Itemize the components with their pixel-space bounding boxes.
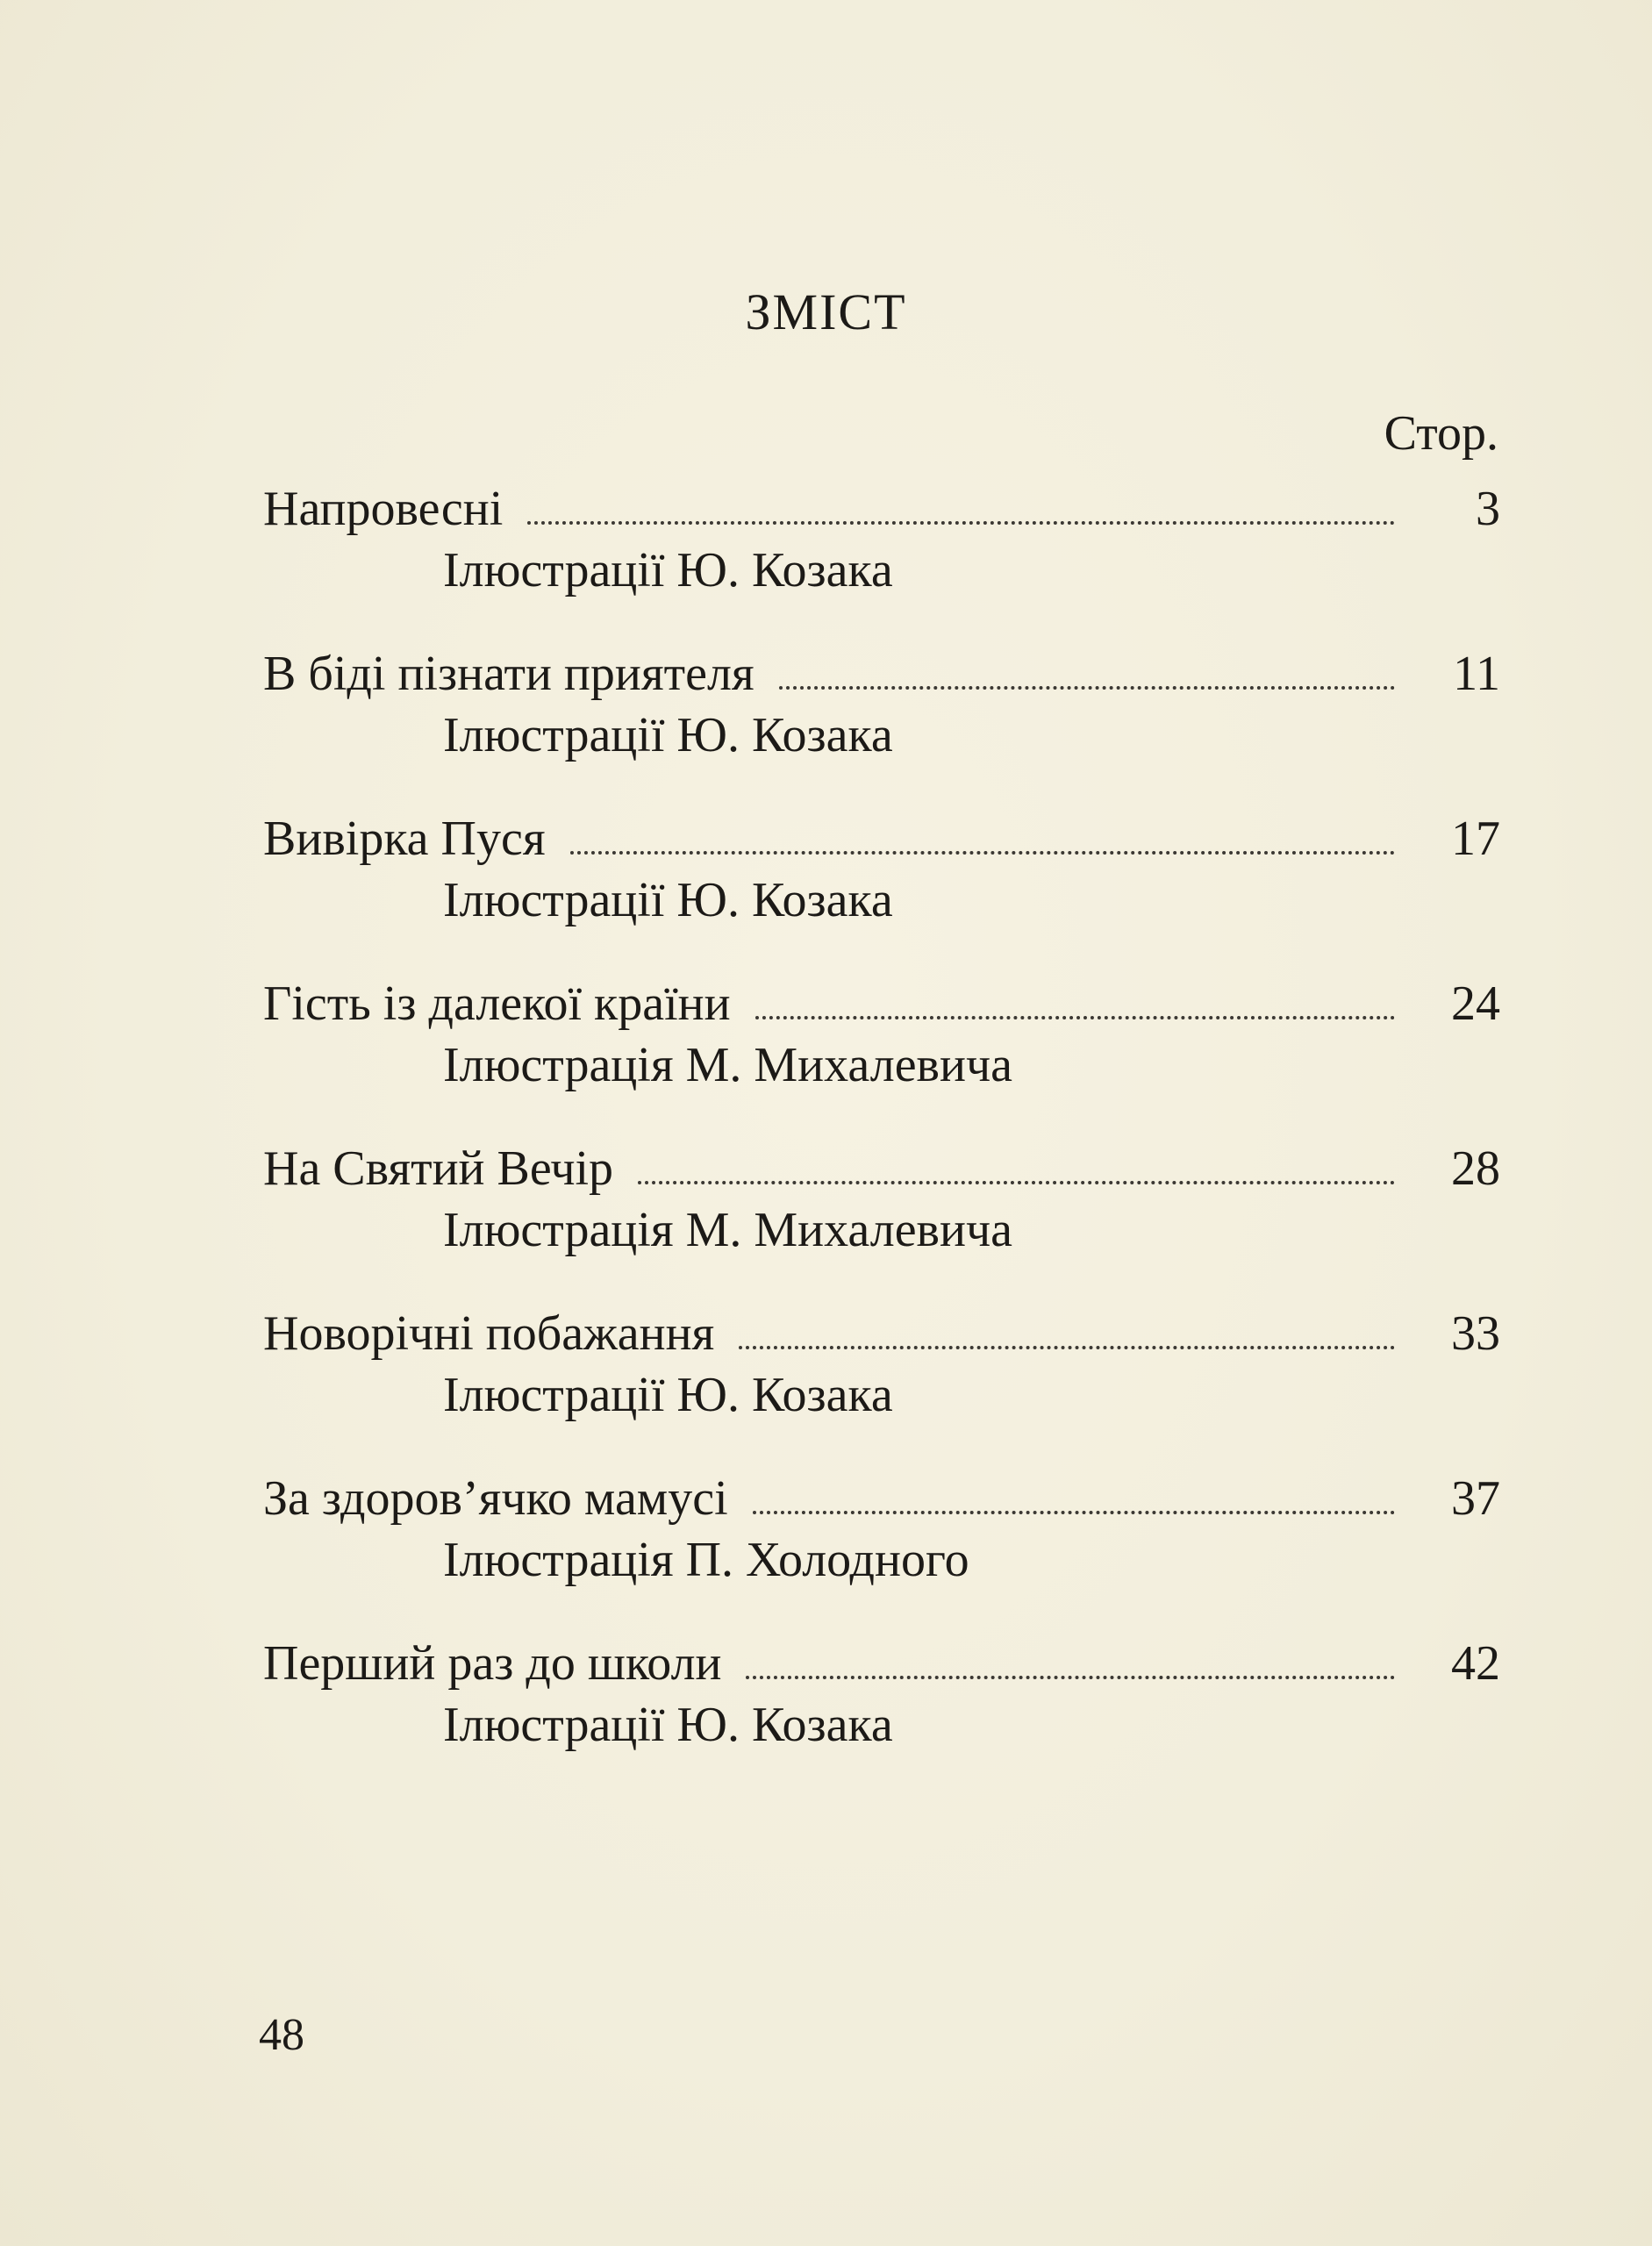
page-number: 48 (259, 2010, 304, 2060)
toc-entry (263, 1633, 1500, 1798)
toc-entry-illustration: Ілюстрації Ю. Козака (443, 1368, 893, 1422)
toc-entry-line (263, 1303, 1500, 1364)
dot-leader (753, 1511, 1395, 1514)
dot-leader (779, 686, 1395, 690)
dot-leader (755, 1016, 1395, 1019)
toc-entry-page: 24 (1451, 976, 1500, 1031)
dot-leader (638, 1181, 1395, 1184)
toc-entry (263, 1303, 1500, 1468)
toc-entry-title: За здоров’ячко мамусі (263, 1471, 728, 1526)
dot-leader (570, 851, 1395, 855)
toc-entry-page: 17 (1451, 812, 1500, 866)
toc-entry-illustration: Ілюстрації Ю. Козака (443, 873, 893, 927)
toc-entry-title: В біді пізнати приятеля (263, 647, 754, 701)
toc-entry-page: 37 (1451, 1471, 1500, 1526)
toc-entry-page: 28 (1451, 1141, 1500, 1196)
toc-entry-line (263, 1468, 1500, 1529)
toc-entry-page: 42 (1451, 1636, 1500, 1691)
toc-entry (263, 973, 1500, 1138)
toc-entry-line (263, 973, 1500, 1034)
toc-entry (263, 808, 1500, 973)
dot-leader (746, 1676, 1395, 1679)
toc-entry-page: 11 (1453, 647, 1500, 701)
toc-entry-line (263, 643, 1500, 705)
toc-entry (263, 1468, 1500, 1633)
toc-entry-illustration: Ілюстрації Ю. Козака (443, 1698, 893, 1752)
toc-entry-page: 33 (1451, 1306, 1500, 1361)
dot-leader (527, 521, 1395, 525)
toc-entry (263, 1138, 1500, 1303)
dot-leader (739, 1346, 1395, 1349)
toc-entry-illustration: Ілюстрації Ю. Козака (443, 543, 893, 597)
toc-entry-line (263, 478, 1500, 540)
toc-entry (263, 478, 1500, 643)
toc-entry-title: Напровесні (263, 482, 504, 536)
toc-entry-illustration: Ілюстрація М. Михалевича (443, 1203, 1012, 1257)
toc-entry-illustration: Ілюстрації Ю. Козака (443, 708, 893, 762)
table-of-contents (263, 478, 1500, 1798)
toc-entry-page: 3 (1476, 482, 1500, 536)
toc-entry (263, 643, 1500, 808)
toc-entry-title: Перший раз до школи (263, 1636, 722, 1691)
toc-entry-line (263, 1138, 1500, 1199)
toc-entry-illustration: Ілюстрація М. Михалевича (443, 1038, 1012, 1092)
toc-entry-title: Новорічні побажання (263, 1306, 715, 1361)
toc-entry-line (263, 1633, 1500, 1694)
page-column-header: Стор. (1384, 406, 1498, 461)
toc-entry-title: Гість із далекої країни (263, 976, 731, 1031)
toc-entry-title: Вивірка Пуся (263, 812, 546, 866)
page-title: ЗМІСТ (745, 283, 907, 340)
toc-entry-title: На Святий Вечір (263, 1141, 614, 1196)
toc-entry-line (263, 808, 1500, 869)
toc-entry-illustration: Ілюстрація П. Холодного (443, 1533, 969, 1587)
